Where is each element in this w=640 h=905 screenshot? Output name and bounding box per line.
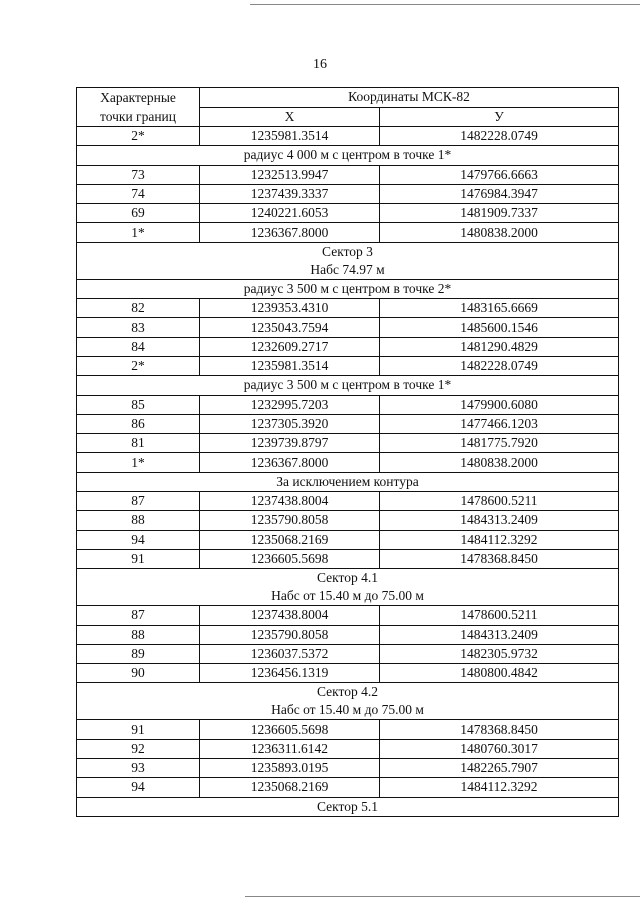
- point-cell: 73: [77, 165, 200, 184]
- x-cell: 1232995.7203: [200, 395, 380, 414]
- x-cell: 1235893.0195: [200, 759, 380, 778]
- table-row: [77, 434, 619, 453]
- header-y: У: [380, 107, 619, 127]
- y-cell: 1481775.7920: [380, 434, 619, 453]
- point-cell: 81: [77, 434, 200, 453]
- section-subtitle: Набс 74.97 м: [310, 261, 385, 277]
- section-row: [77, 797, 619, 816]
- x-cell: 1236605.5698: [200, 720, 380, 739]
- point-cell: 91: [77, 720, 200, 739]
- table-row: [77, 492, 619, 511]
- table-row: [77, 739, 619, 758]
- table-row: [77, 395, 619, 414]
- x-cell: 1236367.8000: [200, 223, 380, 242]
- point-cell: 82: [77, 299, 200, 318]
- y-cell: 1479900.6080: [380, 395, 619, 414]
- page-number: 16: [313, 57, 327, 72]
- section-row: [77, 683, 619, 720]
- x-cell: 1239353.4310: [200, 299, 380, 318]
- point-cell: 85: [77, 395, 200, 414]
- section-title: Сектор 4.1: [316, 570, 378, 586]
- x-cell: 1235068.2169: [200, 530, 380, 549]
- x-cell: 1236037.5372: [200, 644, 380, 663]
- y-cell: 1478600.5211: [380, 492, 619, 511]
- table-row: [77, 759, 619, 778]
- section-row: [77, 146, 619, 165]
- y-cell: 1476984.3947: [380, 184, 619, 203]
- x-cell: 1239739.8797: [200, 434, 380, 453]
- y-cell: 1482228.0749: [380, 356, 619, 375]
- table-row: [77, 778, 619, 797]
- table-row: [77, 720, 619, 739]
- table-row: [77, 165, 619, 184]
- point-cell: 93: [77, 759, 200, 778]
- x-cell: 1235790.8058: [200, 625, 380, 644]
- section-subtitle: Набс от 15.40 м до 75.00 м: [271, 588, 424, 604]
- table-body: [77, 127, 619, 817]
- point-cell: 91: [77, 549, 200, 568]
- y-cell: 1482228.0749: [380, 127, 619, 146]
- table-row: [77, 299, 619, 318]
- y-cell: 1478368.8450: [380, 549, 619, 568]
- table-row: [77, 664, 619, 683]
- x-cell: 1237438.8004: [200, 492, 380, 511]
- section-row: [77, 472, 619, 491]
- y-cell: 1484112.3292: [380, 778, 619, 797]
- y-cell: 1484313.2409: [380, 625, 619, 644]
- section-label: [77, 472, 619, 491]
- point-cell: 69: [77, 204, 200, 223]
- table-row: [77, 625, 619, 644]
- y-cell: 1481290.4829: [380, 337, 619, 356]
- y-cell: 1482265.7907: [380, 759, 619, 778]
- header-coords: Координаты МСК-82: [200, 88, 619, 108]
- y-cell: 1480838.2000: [380, 223, 619, 242]
- table-row: [77, 223, 619, 242]
- y-cell: 1483165.6669: [380, 299, 619, 318]
- point-cell: 92: [77, 739, 200, 758]
- table-row: [77, 204, 619, 223]
- x-cell: 1237305.3920: [200, 414, 380, 433]
- point-cell: 87: [77, 492, 200, 511]
- x-cell: 1236605.5698: [200, 549, 380, 568]
- section-label: [77, 279, 619, 298]
- point-cell: 88: [77, 625, 200, 644]
- x-cell: 1237438.8004: [200, 606, 380, 625]
- table-row: [77, 127, 619, 146]
- table-row: [77, 644, 619, 663]
- table-row: [77, 530, 619, 549]
- y-cell: 1482305.9732: [380, 644, 619, 663]
- x-cell: 1235981.3514: [200, 356, 380, 375]
- section-label: [77, 242, 619, 279]
- y-cell: 1485600.1546: [380, 318, 619, 337]
- point-cell: 90: [77, 664, 200, 683]
- y-cell: 1480838.2000: [380, 453, 619, 472]
- table-row: [77, 511, 619, 530]
- header-points: [77, 88, 200, 127]
- point-cell: 2*: [77, 356, 200, 375]
- table-row: [77, 453, 619, 472]
- header-x: X: [200, 107, 380, 127]
- top-rule: [250, 4, 640, 5]
- x-cell: 1232609.2717: [200, 337, 380, 356]
- section-title: За исключением контура: [276, 473, 419, 489]
- section-subtitle: Набс от 15.40 м до 75.00 м: [271, 702, 424, 718]
- x-cell: 1235068.2169: [200, 778, 380, 797]
- section-row: [77, 569, 619, 606]
- x-cell: 1236311.6142: [200, 739, 380, 758]
- point-cell: 74: [77, 184, 200, 203]
- y-cell: 1477466.1203: [380, 414, 619, 433]
- y-cell: 1480800.4842: [380, 664, 619, 683]
- x-cell: 1236367.8000: [200, 453, 380, 472]
- x-cell: 1232513.9947: [200, 165, 380, 184]
- y-cell: 1484313.2409: [380, 511, 619, 530]
- y-cell: 1479766.6663: [380, 165, 619, 184]
- y-cell: 1480760.3017: [380, 739, 619, 758]
- x-cell: 1237439.3337: [200, 184, 380, 203]
- section-label: [77, 569, 619, 606]
- section-title: Сектор 4.2: [316, 684, 378, 700]
- point-cell: 1*: [77, 453, 200, 472]
- point-cell: 83: [77, 318, 200, 337]
- table-row: [77, 356, 619, 375]
- section-row: [77, 242, 619, 279]
- section-title: Сектор 5.1: [316, 798, 378, 814]
- y-cell: 1478368.8450: [380, 720, 619, 739]
- point-cell: 1*: [77, 223, 200, 242]
- y-cell: 1484112.3292: [380, 530, 619, 549]
- table-row: [77, 337, 619, 356]
- section-title: радиус 3 500 м с центром в точке 1*: [243, 377, 452, 393]
- x-cell: 1235981.3514: [200, 127, 380, 146]
- x-cell: 1236456.1319: [200, 664, 380, 683]
- point-cell: 87: [77, 606, 200, 625]
- table-row: [77, 184, 619, 203]
- header-points-label: Характерные точки границ: [99, 90, 177, 124]
- point-cell: 84: [77, 337, 200, 356]
- section-label: [77, 683, 619, 720]
- section-label: [77, 376, 619, 395]
- coordinates-table: [76, 87, 619, 817]
- table-row: [77, 549, 619, 568]
- x-cell: 1235790.8058: [200, 511, 380, 530]
- point-cell: 88: [77, 511, 200, 530]
- table-row: [77, 318, 619, 337]
- y-cell: 1478600.5211: [380, 606, 619, 625]
- table-row: [77, 414, 619, 433]
- section-label: [77, 146, 619, 165]
- section-row: [77, 376, 619, 395]
- section-title: радиус 4 000 м с центром в точке 1*: [243, 147, 452, 163]
- point-cell: 94: [77, 530, 200, 549]
- section-title: Сектор 3: [322, 243, 373, 259]
- table-row: [77, 606, 619, 625]
- point-cell: 89: [77, 644, 200, 663]
- point-cell: 86: [77, 414, 200, 433]
- point-cell: 2*: [77, 127, 200, 146]
- point-cell: 94: [77, 778, 200, 797]
- y-cell: 1481909.7337: [380, 204, 619, 223]
- section-title: радиус 3 500 м с центром в точке 2*: [243, 280, 452, 296]
- x-cell: 1240221.6053: [200, 204, 380, 223]
- bottom-rule: [245, 896, 640, 897]
- x-cell: 1235043.7594: [200, 318, 380, 337]
- section-row: [77, 279, 619, 298]
- section-label: [77, 797, 619, 816]
